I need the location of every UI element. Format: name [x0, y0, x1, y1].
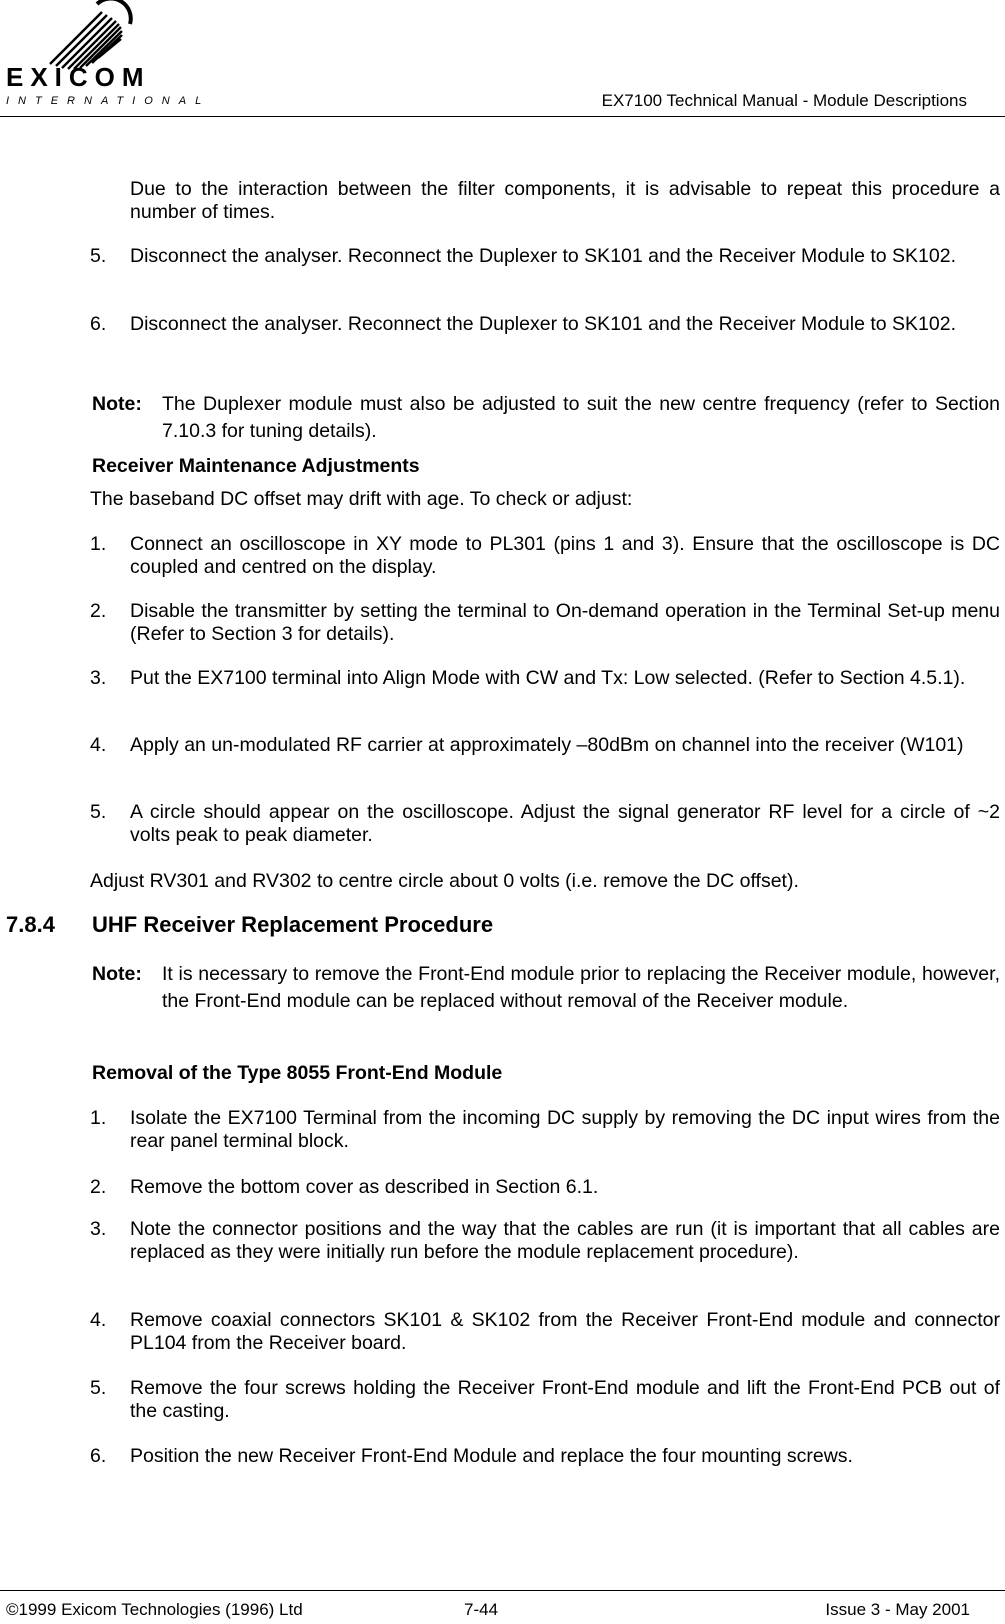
header-title: EX7100 Technical Manual - Module Descriptions: [601, 91, 967, 110]
list-item-number: 4.: [90, 734, 107, 756]
intro-paragraph: Due to the interaction between the filter components, it is advisable to repeat this procedure a number of times.: [130, 178, 1000, 223]
list-item-number: 5.: [90, 245, 107, 267]
logo-name: EXICOM: [6, 62, 151, 92]
list-item: [0, 313, 1005, 363]
list-item-number: 2.: [90, 1176, 107, 1198]
section-number: 7.8.4: [6, 912, 55, 937]
header-divider: [0, 116, 1005, 117]
logo-globe-icon: [50, 0, 131, 69]
list-item-number: 5.: [90, 801, 107, 823]
note: [0, 393, 1005, 449]
list-item-number: 4.: [90, 1309, 107, 1331]
list-item-text: Disable the transmitter by setting the terminal to On-demand operation in the Terminal Set-up menu (Refer to Section 3 for details).: [130, 600, 1000, 645]
list-item-number: 1.: [90, 533, 107, 555]
note-label: Note:: [92, 393, 142, 415]
exicom-logo: [4, 0, 211, 112]
list-item: [0, 734, 1005, 784]
note-text: It is necessary to remove the Front-End module prior to replacing the Receiver module, however, the Front-End module can be replaced without removal of the Receiver module.: [162, 963, 1000, 1012]
list-item: [0, 1309, 1005, 1359]
list-item: [0, 1445, 1005, 1471]
paragraph: The baseband DC offset may drift with age. To check or adjust:: [90, 488, 633, 510]
paragraph: Adjust RV301 and RV302 to centre circle about 0 volts (i.e. remove the DC offset).: [90, 870, 799, 892]
list-item: [0, 245, 1005, 295]
list-item-text: Remove coaxial connectors SK101 & SK102 from the Receiver Front-End module and connector PL104 from the Receiver board.: [130, 1309, 1000, 1354]
footer-page-number: 7-44: [464, 1600, 499, 1619]
footer-issue: Issue 3 - May 2001: [825, 1600, 970, 1619]
list-item-text: A circle should appear on the oscilloscope. Adjust the signal generator RF level for a circle of ~2 volts peak to peak diameter.: [130, 801, 1000, 846]
list-item-number: 5.: [90, 1377, 107, 1399]
list-item-text: Disconnect the analyser. Reconnect the Duplexer to SK101 and the Receiver Module to SK102.: [130, 313, 956, 335]
list-item-number: 3.: [90, 667, 107, 689]
list-item-text: Position the new Receiver Front-End Module and replace the four mounting screws.: [130, 1445, 853, 1467]
list-item: [0, 533, 1005, 583]
list-item-number: 1.: [90, 1107, 107, 1129]
list-item-number: 2.: [90, 600, 107, 622]
subheading: Receiver Maintenance Adjustments: [92, 455, 420, 477]
footer-divider: [0, 1590, 1005, 1591]
list-item: [0, 1107, 1005, 1157]
note-label: Note:: [92, 963, 142, 985]
list-item-text: Connect an oscilloscope in XY mode to PL301 (pins 1 and 3). Ensure that the oscilloscope is DC coupled and centred on the display.: [130, 533, 1000, 578]
list-item: [0, 801, 1005, 851]
note: [0, 963, 1005, 1045]
list-item: [0, 1377, 1005, 1427]
list-item-number: 3.: [90, 1218, 107, 1240]
list-item-text: Remove the bottom cover as described in Section 6.1.: [130, 1176, 599, 1198]
list-item: [0, 1218, 1005, 1292]
logo-subtitle: INTERNATIONAL: [6, 95, 211, 107]
list-item: [0, 667, 1005, 717]
section-title: UHF Receiver Replacement Procedure: [92, 912, 494, 937]
footer-copyright: ©1999 Exicom Technologies (1996) Ltd: [6, 1600, 303, 1619]
list-item-text: Remove the four screws holding the Receiver Front-End module and lift the Front-End PCB out of the casting.: [130, 1377, 1000, 1422]
list-item-text: Put the EX7100 terminal into Align Mode with CW and Tx: Low selected. (Refer to Section 4.5.1).: [130, 667, 966, 689]
list-item: [0, 1176, 1005, 1202]
list-item-text: Note the connector positions and the way that the cables are run (it is important that all cables are replaced as they were initially run before the module replacement procedure).: [130, 1218, 1000, 1263]
list-item-text: Isolate the EX7100 Terminal from the incoming DC supply by removing the DC input wires from the rear panel terminal block.: [130, 1107, 1000, 1152]
list-item-text: Apply an un-modulated RF carrier at approximately –80dBm on channel into the receiver (W101): [130, 734, 964, 756]
subheading: Removal of the Type 8055 Front-End Module: [92, 1062, 503, 1084]
list-item-number: 6.: [90, 1445, 107, 1467]
list-item-text: Disconnect the analyser. Reconnect the Duplexer to SK101 and the Receiver Module to SK102.: [130, 245, 956, 267]
list-item: [0, 600, 1005, 650]
note-text: The Duplexer module must also be adjusted to suit the new centre frequency (refer to Section 7.10.3 for tuning details).: [162, 393, 1000, 442]
list-item-number: 6.: [90, 313, 107, 335]
